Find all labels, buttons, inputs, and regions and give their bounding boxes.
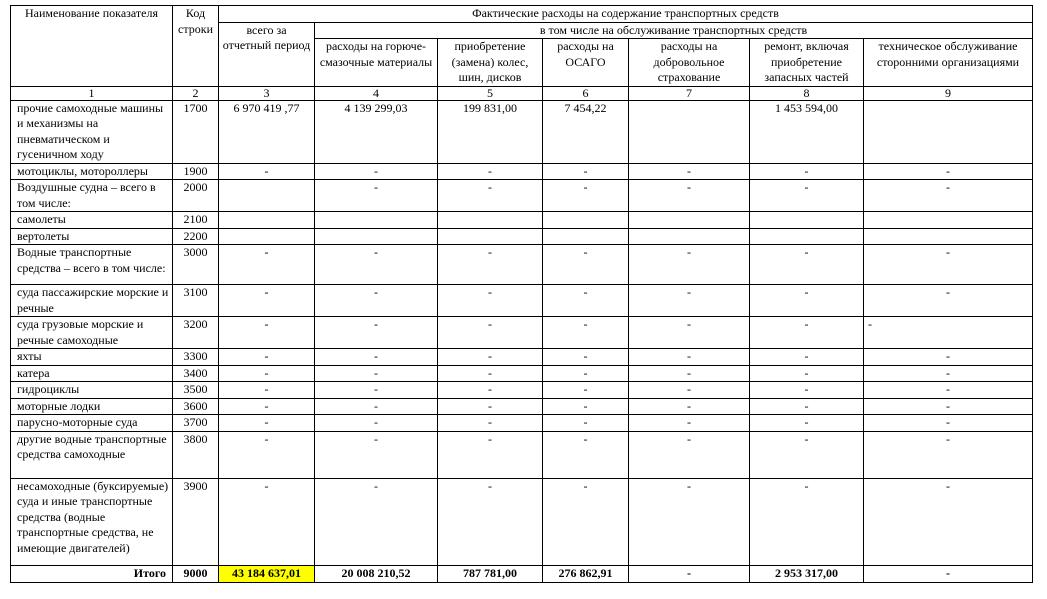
row-name: другие водные транспортные средства самоходные: [11, 431, 173, 478]
column-index: 7: [629, 86, 750, 100]
table-row: [11, 431, 1033, 478]
row-name: Воздушные судна – всего в том числе:: [11, 180, 173, 212]
cell-total: [219, 212, 315, 229]
row-code: 3300: [173, 349, 219, 366]
totals-voluntary-insurance: -: [629, 565, 750, 582]
row-code: 3200: [173, 317, 219, 349]
cell-tires: [438, 228, 543, 245]
header-service: техническое обслуживание сторонними организациями: [864, 39, 1033, 87]
table-row: [11, 349, 1033, 366]
cell-total: -: [219, 478, 315, 565]
cell-service: -: [864, 415, 1033, 432]
totals-service: -: [864, 565, 1033, 582]
cell-vol: [629, 212, 750, 229]
row-code: 2100: [173, 212, 219, 229]
totals-label: Итого: [11, 565, 173, 582]
row-code: 2000: [173, 180, 219, 212]
cell-vol: -: [629, 365, 750, 382]
table-row: [11, 212, 1033, 229]
column-index-row: [11, 86, 1033, 100]
cell-total: -: [219, 285, 315, 317]
table-row: [11, 365, 1033, 382]
table-row: [11, 163, 1033, 180]
cell-service: -: [864, 398, 1033, 415]
row-name: Водные транспортные средства – всего в том числе:: [11, 245, 173, 285]
totals-code: 9000: [173, 565, 219, 582]
column-index: 2: [173, 86, 219, 100]
table-row: [11, 317, 1033, 349]
cell-fuel: 4 139 299,03: [315, 100, 438, 163]
cell-repair: [750, 228, 864, 245]
cell-fuel: -: [315, 163, 438, 180]
cell-fuel: [315, 228, 438, 245]
cell-service: -: [864, 285, 1033, 317]
table-row: [11, 285, 1033, 317]
cell-service: -: [864, 382, 1033, 399]
cell-fuel: -: [315, 431, 438, 478]
cell-service: -: [864, 478, 1033, 565]
cell-repair: -: [750, 180, 864, 212]
cell-service: -: [864, 349, 1033, 366]
cell-vol: -: [629, 382, 750, 399]
cell-tires: -: [438, 382, 543, 399]
cell-service: [864, 228, 1033, 245]
cell-total: [219, 180, 315, 212]
cell-osago: -: [543, 245, 629, 285]
cell-service: -: [864, 365, 1033, 382]
cell-tires: -: [438, 415, 543, 432]
cell-vol: -: [629, 398, 750, 415]
cell-tires: -: [438, 478, 543, 565]
cell-service: -: [864, 180, 1033, 212]
cell-repair: -: [750, 415, 864, 432]
cell-total: -: [219, 349, 315, 366]
row-code: 1900: [173, 163, 219, 180]
row-code: 3100: [173, 285, 219, 317]
totals-fuel: 20 008 210,52: [315, 565, 438, 582]
column-index: 1: [11, 86, 173, 100]
cell-vol: -: [629, 431, 750, 478]
table-row: [11, 398, 1033, 415]
cell-tires: 199 831,00: [438, 100, 543, 163]
cell-repair: -: [750, 349, 864, 366]
cell-vol: [629, 100, 750, 163]
cell-tires: -: [438, 245, 543, 285]
cell-repair: -: [750, 382, 864, 399]
cell-service: -: [864, 431, 1033, 478]
cell-fuel: -: [315, 180, 438, 212]
cell-osago: 7 454,22: [543, 100, 629, 163]
cell-service: -: [864, 245, 1033, 285]
column-index: 8: [750, 86, 864, 100]
cell-vol: [629, 228, 750, 245]
row-name: парусно-моторные суда: [11, 415, 173, 432]
column-index: 6: [543, 86, 629, 100]
row-code: 2200: [173, 228, 219, 245]
row-name: мотоциклы, мотороллеры: [11, 163, 173, 180]
row-code: 3600: [173, 398, 219, 415]
cell-vol: -: [629, 285, 750, 317]
cell-tires: -: [438, 285, 543, 317]
cell-total: 6 970 419 ,77: [219, 100, 315, 163]
cell-fuel: -: [315, 349, 438, 366]
cell-total: -: [219, 398, 315, 415]
row-name: прочие самоходные машины и механизмы на пневматическом и гусеничном ходу: [11, 100, 173, 163]
table-row: [11, 228, 1033, 245]
cell-repair: -: [750, 317, 864, 349]
cell-tires: -: [438, 180, 543, 212]
cell-osago: [543, 228, 629, 245]
header-actual-expenses: Фактические расходы на содержание транспортных средств: [219, 6, 1033, 23]
row-name: суда грузовые морские и речные самоходные: [11, 317, 173, 349]
cell-service: -: [864, 317, 1033, 349]
row-name: самолеты: [11, 212, 173, 229]
cell-repair: -: [750, 398, 864, 415]
table-row: [11, 478, 1033, 565]
cell-fuel: -: [315, 245, 438, 285]
cell-total: -: [219, 415, 315, 432]
cell-vol: -: [629, 415, 750, 432]
cell-vol: -: [629, 180, 750, 212]
cell-osago: -: [543, 163, 629, 180]
cell-repair: -: [750, 365, 864, 382]
row-name: катера: [11, 365, 173, 382]
cell-repair: -: [750, 245, 864, 285]
table-row: [11, 100, 1033, 163]
cell-fuel: -: [315, 478, 438, 565]
cell-osago: -: [543, 317, 629, 349]
cell-vol: -: [629, 478, 750, 565]
table-row: [11, 382, 1033, 399]
header-osago: расходы на ОСАГО: [543, 39, 629, 87]
cell-repair: -: [750, 163, 864, 180]
row-name: моторные лодки: [11, 398, 173, 415]
column-index: 4: [315, 86, 438, 100]
cell-repair: -: [750, 431, 864, 478]
cell-tires: -: [438, 431, 543, 478]
cell-osago: -: [543, 431, 629, 478]
cell-vol: -: [629, 163, 750, 180]
cell-fuel: -: [315, 365, 438, 382]
table-row: [11, 180, 1033, 212]
header-voluntary-insurance: расходы на добровольное страхование: [629, 39, 750, 87]
header-fuel: расходы на горюче-смазочные материалы: [315, 39, 438, 87]
row-code: 3000: [173, 245, 219, 285]
header-total-period: всего за отчетный период: [219, 22, 315, 86]
row-name: яхты: [11, 349, 173, 366]
cell-tires: -: [438, 317, 543, 349]
cell-osago: -: [543, 478, 629, 565]
cell-tires: -: [438, 398, 543, 415]
column-index: 3: [219, 86, 315, 100]
totals-row: [11, 565, 1033, 582]
cell-tires: [438, 212, 543, 229]
cell-osago: -: [543, 180, 629, 212]
column-index: 9: [864, 86, 1033, 100]
row-name: вертолеты: [11, 228, 173, 245]
cell-service: [864, 212, 1033, 229]
cell-repair: [750, 212, 864, 229]
cell-total: -: [219, 365, 315, 382]
header-tires: приобретение (замена) колес, шин, дисков: [438, 39, 543, 87]
header-name: Наименование показателя: [11, 6, 173, 87]
row-name: суда пассажирские морские и речные: [11, 285, 173, 317]
column-index: 5: [438, 86, 543, 100]
cell-osago: -: [543, 365, 629, 382]
row-code: 3500: [173, 382, 219, 399]
cell-total: -: [219, 245, 315, 285]
row-name: несамоходные (буксируемые) суда и иные транспортные средства (водные транспортные средства, не имеющие двигателей): [11, 478, 173, 565]
cell-total: -: [219, 382, 315, 399]
totals-osago: 276 862,91: [543, 565, 629, 582]
cell-total: -: [219, 163, 315, 180]
totals-tires: 787 781,00: [438, 565, 543, 582]
header-including: в том числе на обслуживание транспортных средств: [315, 22, 1033, 39]
cell-fuel: [315, 212, 438, 229]
cell-total: -: [219, 431, 315, 478]
cell-tires: -: [438, 349, 543, 366]
totals-total: 43 184 637,01: [219, 565, 315, 582]
cell-repair: -: [750, 285, 864, 317]
row-code: 3900: [173, 478, 219, 565]
cell-repair: -: [750, 478, 864, 565]
cell-fuel: -: [315, 382, 438, 399]
cell-vol: -: [629, 317, 750, 349]
cell-tires: -: [438, 163, 543, 180]
header-code: Код строки: [173, 6, 219, 87]
table-row: [11, 245, 1033, 285]
cell-osago: -: [543, 349, 629, 366]
row-name: гидроциклы: [11, 382, 173, 399]
expenses-table: [10, 5, 1033, 583]
cell-osago: -: [543, 285, 629, 317]
table-row: [11, 415, 1033, 432]
header-repair: ремонт, включая приобретение запасных частей: [750, 39, 864, 87]
cell-vol: -: [629, 245, 750, 285]
cell-total: -: [219, 317, 315, 349]
row-code: 3700: [173, 415, 219, 432]
cell-osago: [543, 212, 629, 229]
row-code: 3400: [173, 365, 219, 382]
totals-repair: 2 953 317,00: [750, 565, 864, 582]
cell-osago: -: [543, 398, 629, 415]
cell-fuel: -: [315, 285, 438, 317]
row-code: 1700: [173, 100, 219, 163]
cell-osago: -: [543, 415, 629, 432]
cell-osago: -: [543, 382, 629, 399]
cell-total: [219, 228, 315, 245]
cell-service: [864, 100, 1033, 163]
row-code: 3800: [173, 431, 219, 478]
cell-repair: 1 453 594,00: [750, 100, 864, 163]
cell-fuel: -: [315, 317, 438, 349]
cell-fuel: -: [315, 415, 438, 432]
cell-service: -: [864, 163, 1033, 180]
cell-tires: -: [438, 365, 543, 382]
cell-fuel: -: [315, 398, 438, 415]
cell-vol: -: [629, 349, 750, 366]
